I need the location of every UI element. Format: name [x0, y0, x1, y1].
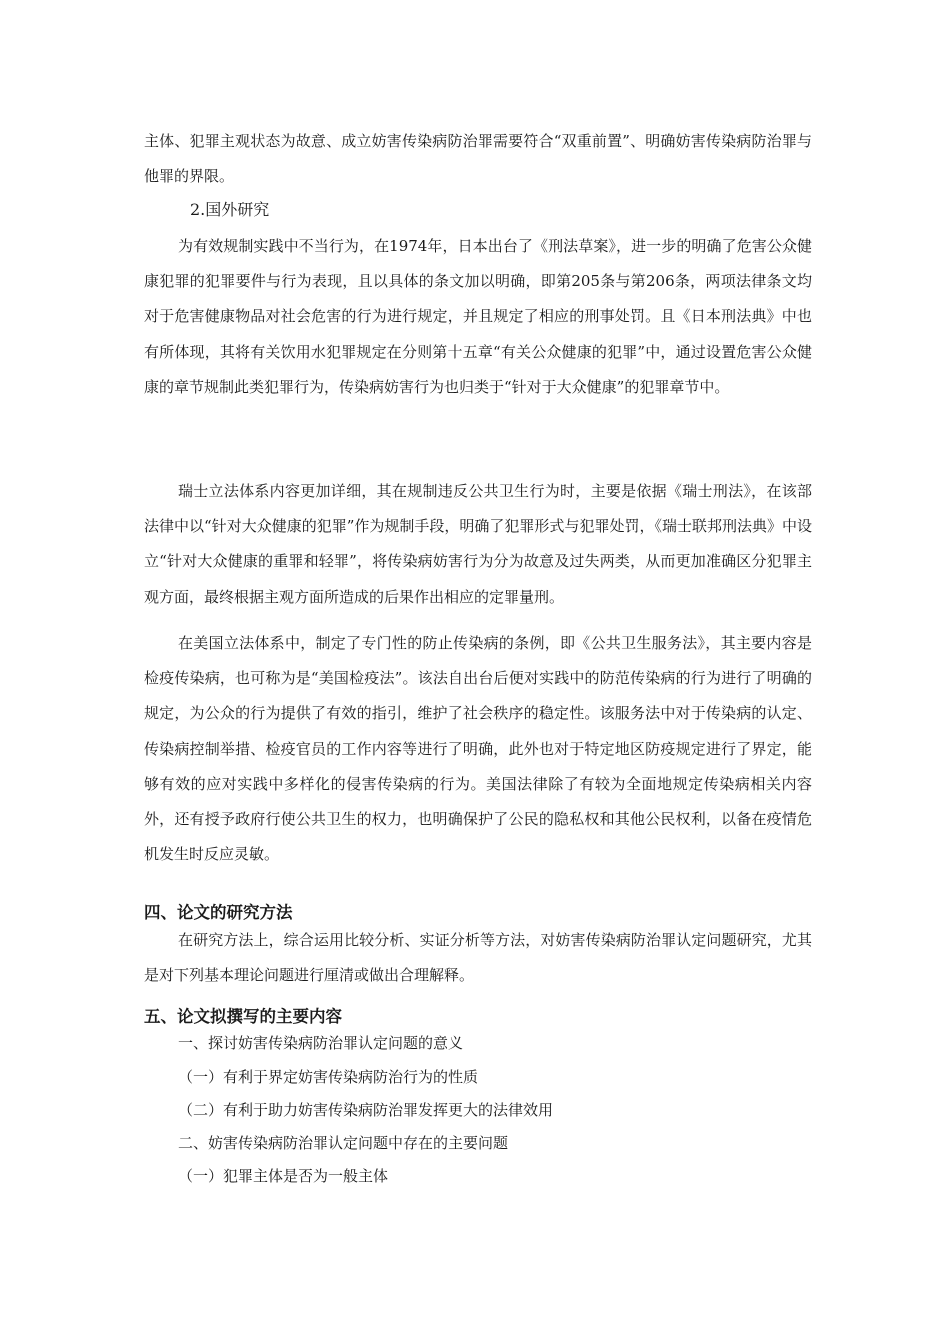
outline-item-2: 二、妨害传染病防治罪认定问题中存在的主要问题	[178, 1134, 509, 1152]
heading-main-content: 五、论文拟撰写的主要内容	[144, 1007, 342, 1026]
paragraph-domestic-conclusion: 主体、犯罪主观状态为故意、成立妨害传染病防治罪需要符合“双重前置”、明确妨害传染病防治罪与他罪的界限。	[144, 132, 812, 186]
subheading-foreign-research: 2.国外研究	[190, 200, 270, 219]
paragraph-usa-law: 在美国立法体系中，制定了专门性的防止传染病的条例，即《公共卫生服务法》，其主要内容是检疫传染病，也可称为是“美国检疫法”。该法自出台后便对实践中的防范传染病的行为进行了明确的规定，为公众的行为提供了有效的指引，维护了社会秩序的稳定性。该服务法中对于传染病的认定、传染病控制举措、检疫官员的工作内容等进行了明确，此外也对于特定地区防疫规定进行了界定，能够有效的应对实践中多样化的侵害传染病的行为。美国法律除了有较为全面地规定传染病相关内容外，还有授予政府行使公共卫生的权力，也明确保护了公民的隐私权和其他公民权利，以备在疫情危机发生时反应灵敏。	[144, 634, 812, 864]
outline-item-2a: （一）犯罪主体是否为一般主体	[178, 1167, 389, 1185]
outline-item-1a: （一）有利于界定妨害传染病防治行为的性质	[178, 1068, 479, 1086]
paragraph-switzerland-law: 瑞士立法体系内容更加详细，其在规制违反公共卫生行为时，主要是依据《瑞士刑法》，在该部法律中以“针对大众健康的犯罪”作为规制手段，明确了犯罪形式与犯罪处罚，《瑞士联邦刑法典》中设立“针对大众健康的重罪和轻罪”，将传染病妨害行为分为故意及过失两类，从而更加准确区分犯罪主观方面，最终根据主观方面所造成的后果作出相应的定罪量刑。	[144, 482, 812, 606]
paragraph-japan-law: 为有效规制实践中不当行为，在1974年，日本出台了《刑法草案》，进一步的明确了危害公众健康犯罪的犯罪要件与行为表现，且以具体的条文加以明确，即第205条与第206条，两项法律条文均对于危害健康物品对社会危害的行为进行规定，并且规定了相应的刑事处罚。且《日本刑法典》中也有所体现，其将有关饮用水犯罪规定在分则第十五章“有关公众健康的犯罪”中，通过设置危害公众健康的章节规制此类犯罪行为，传染病妨害行为也归类于“针对于大众健康”的犯罪章节中。	[144, 237, 812, 396]
outline-item-1b: （二）有利于助力妨害传染病防治罪发挥更大的法律效用	[178, 1101, 554, 1119]
paragraph-research-methods: 在研究方法上，综合运用比较分析、实证分析等方法，对妨害传染病防治罪认定问题研究，尤其是对下列基本理论问题进行厘清或做出合理解释。	[144, 931, 812, 985]
heading-research-methods: 四、论文的研究方法	[144, 903, 293, 922]
outline-item-1: 一、探讨妨害传染病防治罪认定问题的意义	[178, 1034, 464, 1052]
